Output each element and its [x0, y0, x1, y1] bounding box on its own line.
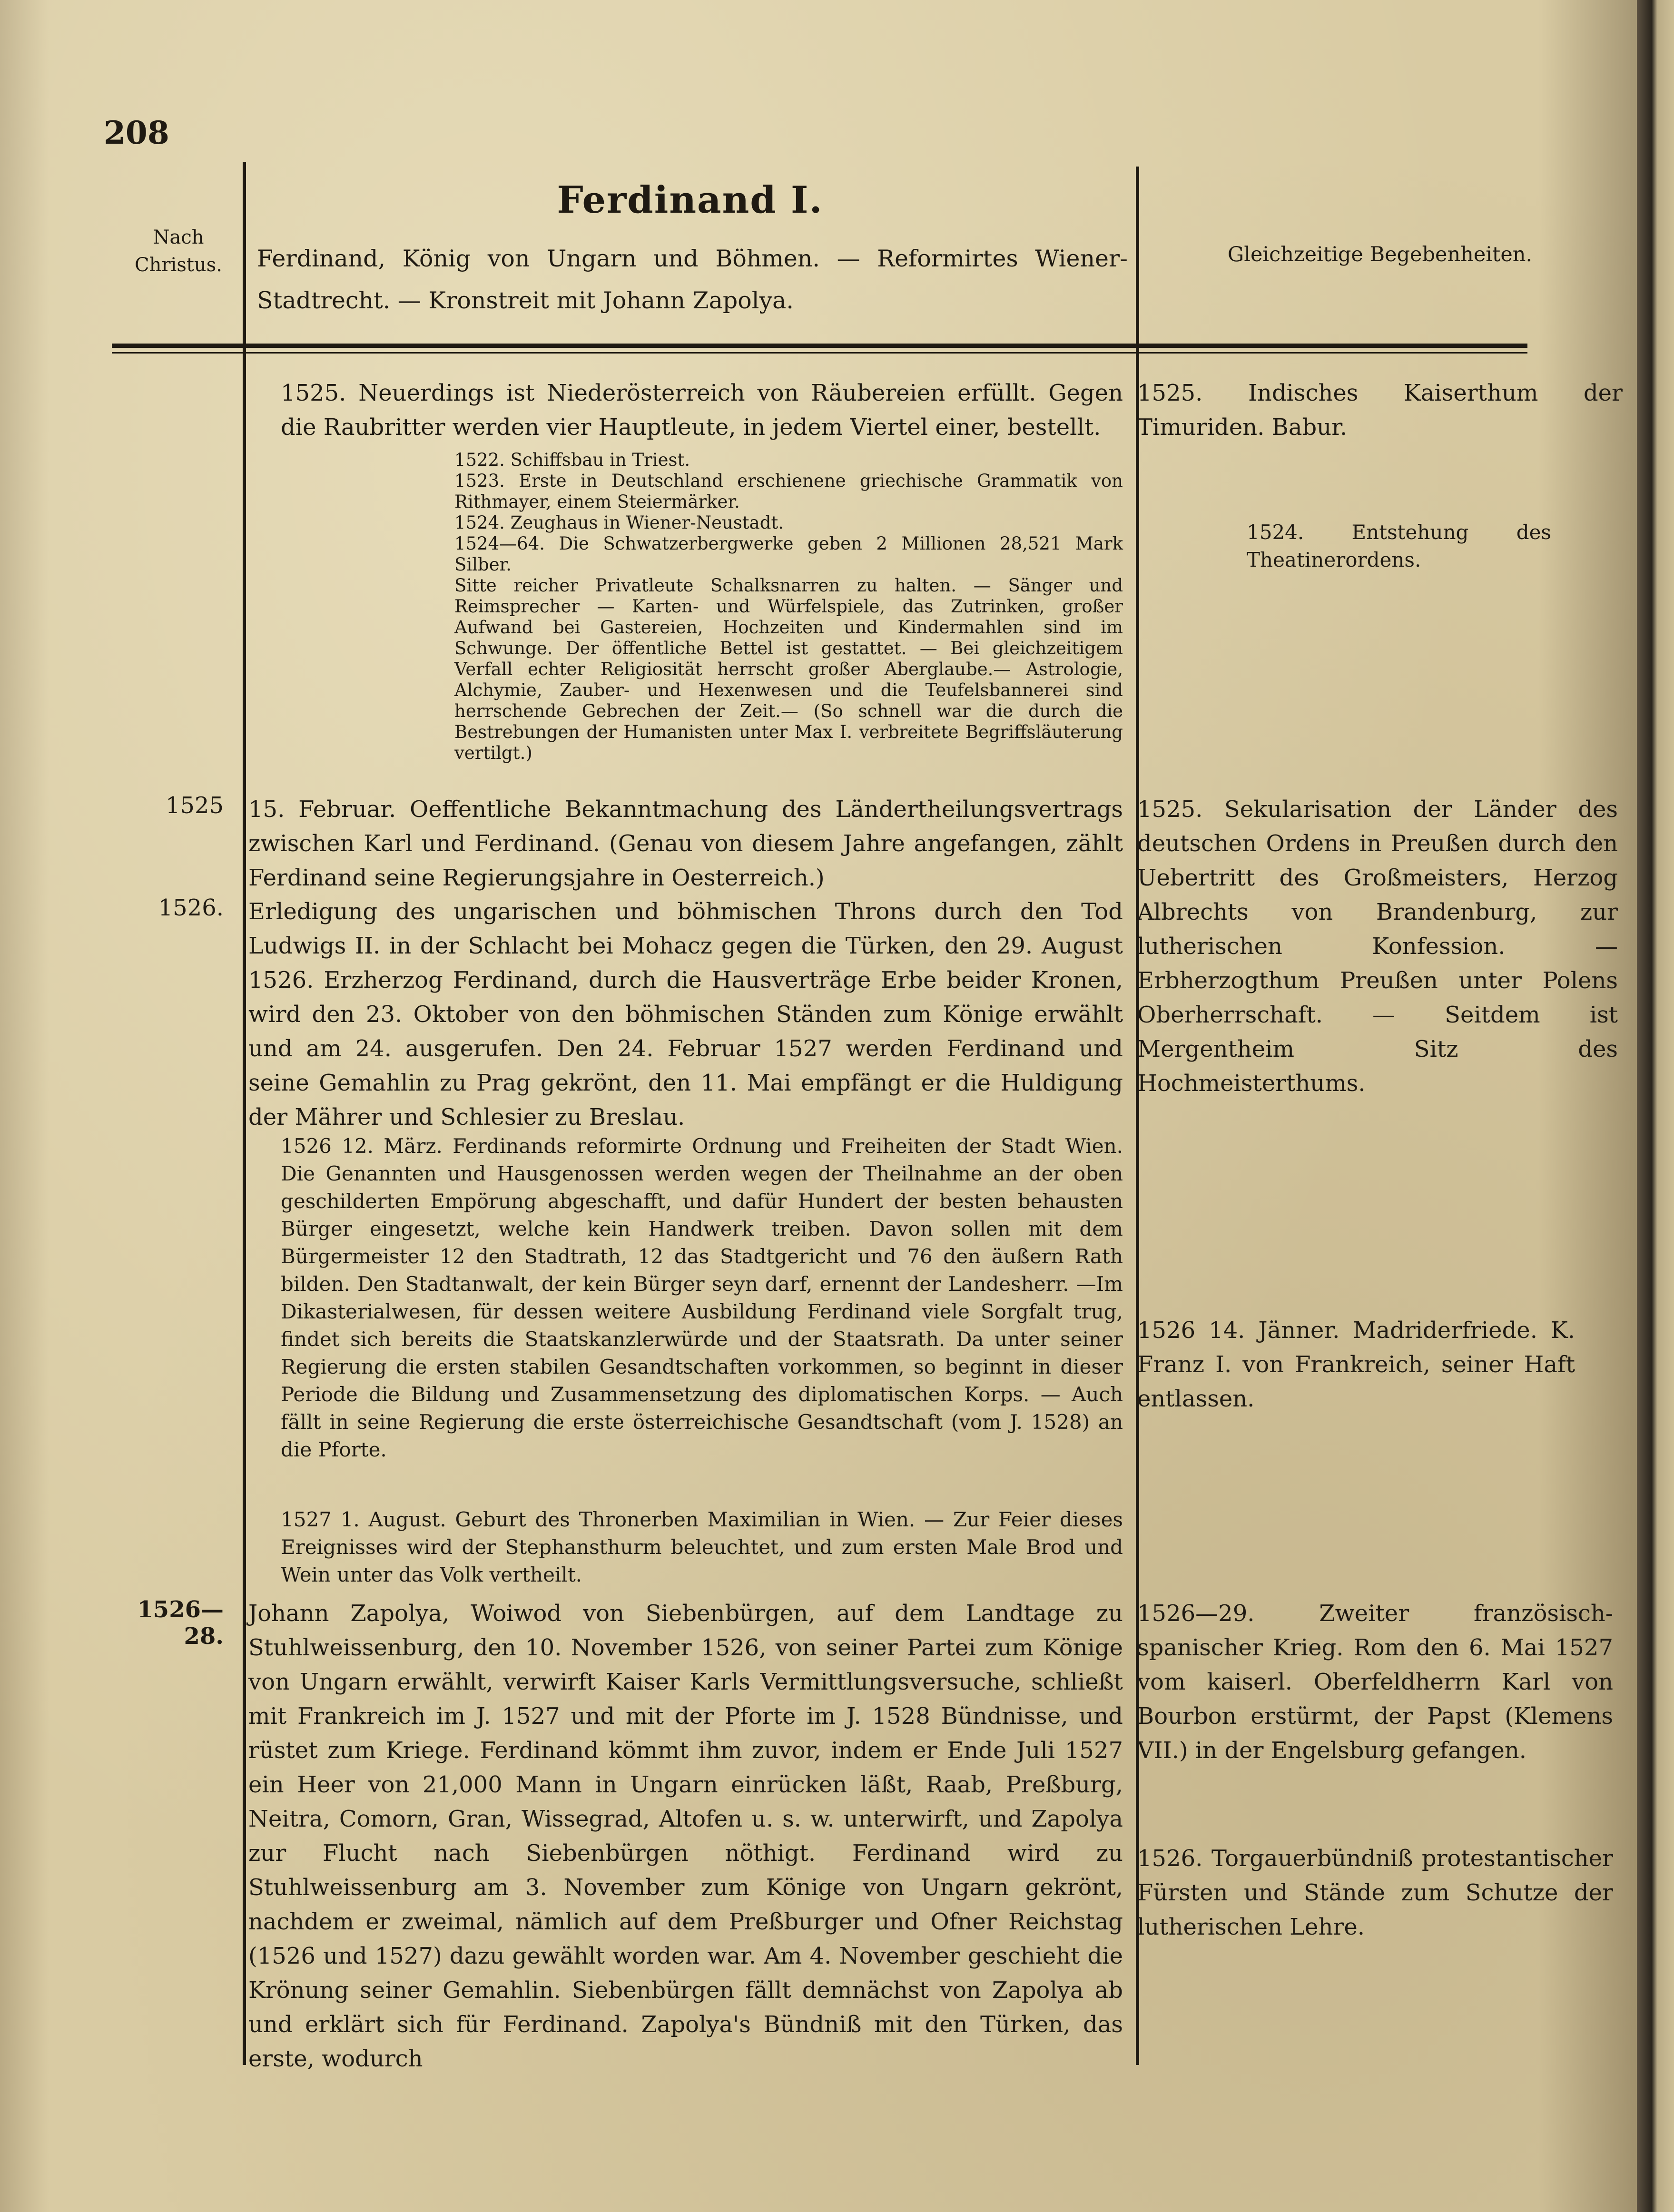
column-divider-right [1136, 167, 1139, 2065]
column-header-contemporary: Gleichzeitige Begebenheiten. [1227, 243, 1533, 266]
contemporary-event: 1526—29. Zweiter französisch-spanischer Krieg. Rom den 6. Mai 1527 vom kaiserl. Oberfeldherrn Karl von Bourbon erstürmt, der Papst (Klemens VII.) in der Engelsburg gefangen. [1137, 1600, 1613, 1764]
entry-main-text: Johann Zapolya, Woiwod von Siebenbürgen, auf dem Landtage zu Stuhlweissenburg, den 10. November 1526, von seiner Partei zum Könige von Ungarn erwählt, verwirft Kaiser Karls Vermittlungsversuche, schließt mit Frankreich im J. 1527 und mit der Pforte im J. 1528 Bündnisse, und rüstet zum Kriege. Ferdinand kömmt ihm zuvor, indem er Ende Juli 1527 ein Heer von 21,000 Mann in Ungarn einrücken läßt, Raab, Preßburg, Neitra, Comorn, Gran, Wissegrad, Altofen u. s. w. unterwirft, und Zapolya zur Flucht nach Siebenbürgen nöthigt. Ferdinand wird zu Stuhlweissenburg am 3. November zum Könige von Ungarn gekrönt, nachdem er zweimal, nämlich auf dem Preßburger und Ofner Reichstag (1526 und 1527) dazu gewählt worden war. Am 4. November geschieht die Krönung seiner Gemahlin. Siebenbürgen fällt demnächst von Zapolya ab und erklärt sich für Ferdinand. Zapolya's Bündniß mit den Türken, das erste, wodurch [248, 1600, 1123, 2072]
header-rule [112, 344, 1527, 348]
page-number: 208 [104, 114, 169, 151]
entry-note: 1524. Zeughaus in Wiener-Neustadt. [454, 512, 784, 533]
entry-year: 1525 [165, 792, 224, 819]
book-binding-edge [1637, 0, 1674, 2212]
entry-note: Sitte reicher Privatleute Schalksnarren zu halten. — Sänger und Reimsprecher — Karten- und Würfelspiele, das Zutrinken, großer Aufwand bei Gastereien, Hochzeiten und Kindermahlen sind im Schwunge. Der öffentliche Bettel ist gestattet. — Bei gleichzeitigem Verfall echter Religiosität herrscht großer Aberglaube.— Astrologie, Alchymie, Zauber- und Hexenwesen und die Teufelsbannerei sind herrschende Gebrechen der Zeit.— (So schnell war die durch die Bestrebungen der Humanisten unter Max I. verbreitete Begriffsläuterung vertilgt.) [454, 575, 1123, 763]
column-divider-left [243, 162, 246, 2065]
entry-note: 1522. Schiffsbau in Triest. [454, 450, 690, 470]
entry-year: 1526—28. [137, 1596, 224, 1650]
contemporary-event: 1526 14. Jänner. Madriderfriede. K. Franz I. von Frankreich, seiner Haft entlassen. [1137, 1317, 1575, 1412]
contemporary-event: 1526. Torgauerbündniß protestantischer Fürsten und Stände zum Schutze der lutherischen Lehre. [1137, 1845, 1613, 1940]
chapter-subtitle: Ferdinand, König von Ungarn und Böhmen. — Reformirtes Wiener-Stadtrecht. — Kronstreit mit Johann Zapolya. [257, 245, 1128, 314]
column-header-year: Nach Christus. [135, 226, 222, 276]
entry-note: 1523. Erste in Deutschland erschienene griechische Grammatik von Rithmayer, einem Steiermärker. [454, 471, 1123, 512]
entry-main-text: Erledigung des ungarischen und böhmischen Throns durch den Tod Ludwigs II. in der Schlacht bei Mohacz gegen die Türken, den 29. August 1526. Erzherzog Ferdinand, durch die Hausverträge Erbe beider Kronen, wird den 23. Oktober von den böhmischen Ständen zum Könige erwählt und am 24. ausgerufen. Den 24. Februar 1527 werden Ferdinand und seine Gemahlin zu Prag gekrönt, den 11. Mai empfängt er die Huldigung der Mährer und Schlesier zu Breslau. [248, 898, 1123, 1131]
entry-main-text: 15. Februar. Oeffentliche Bekanntmachung des Ländertheilungsvertrags zwischen Karl und Ferdinand. (Genau von diesem Jahre angefangen, zählt Ferdinand seine Regierungsjahre in Oesterreich.) [248, 796, 1123, 891]
contemporary-event: 1524. Entstehung des Theatinerordens. [1247, 521, 1551, 571]
entry-note: 1526 12. März. Ferdinands reformirte Ordnung und Freiheiten der Stadt Wien. Die Genannten und Hausgenossen werden wegen der Theilnahme an der oben geschilderten Empörung abgeschafft, und dafür Hundert der besten behausten Bürger eingesetzt, welche kein Handwerk treiben. Davon sollen mit dem Bürgermeister 12 den Stadtrath, 12 das Stadtgericht und 76 den äußern Rath bilden. Den Stadtanwalt, der kein Bürger seyn darf, ernennt der Landesherr. —Im Dikasterialwesen, für dessen weitere Ausbildung Ferdinand viele Sorgfalt trug, findet sich bereits die Staatskanzlerwürde und der Staatsrath. Da unter seiner Regierung die ersten stabilen Gesandtschaften vorkommen, so beginnt in dieser Periode die Bildung und Zusammensetzung des diplomatischen Korps. — Auch fällt in seine Regierung die erste österreichische Gesandtschaft (vom J. 1528) an die Pforte. [281, 1134, 1123, 1461]
header-rule-thin [112, 352, 1527, 354]
chapter-title: Ferdinand I. [557, 178, 823, 222]
entry-year: 1526. [158, 895, 224, 921]
contemporary-event: 1525. Indisches Kaiserthum der Timuriden. Babur. [1137, 380, 1623, 441]
entry-main-text: 1525. Neuerdings ist Niederösterreich von Räubereien erfüllt. Gegen die Raubritter werden vier Hauptleute, in jedem Viertel einer, bestellt. [281, 380, 1123, 441]
entry-note: 1524—64. Die Schwatzerbergwerke geben 2 Millionen 28,521 Mark Silber. [454, 533, 1123, 575]
contemporary-event: 1525. Sekularisation der Länder des deutschen Ordens in Preußen durch den Uebertritt des Großmeisters, Herzog Albrechts von Brandenburg, zur lutherischen Konfession. — Erbherzogthum Preußen unter Polens Oberherrschaft. — Seitdem ist Mergentheim Sitz des Hochmeisterthums. [1137, 796, 1618, 1097]
entry-note: 1527 1. August. Geburt des Thronerben Maximilian in Wien. — Zur Feier dieses Ereignisses wird der Stephansthurm beleuchtet, und zum ersten Male Brod und Wein unter das Volk vertheilt. [281, 1508, 1123, 1586]
